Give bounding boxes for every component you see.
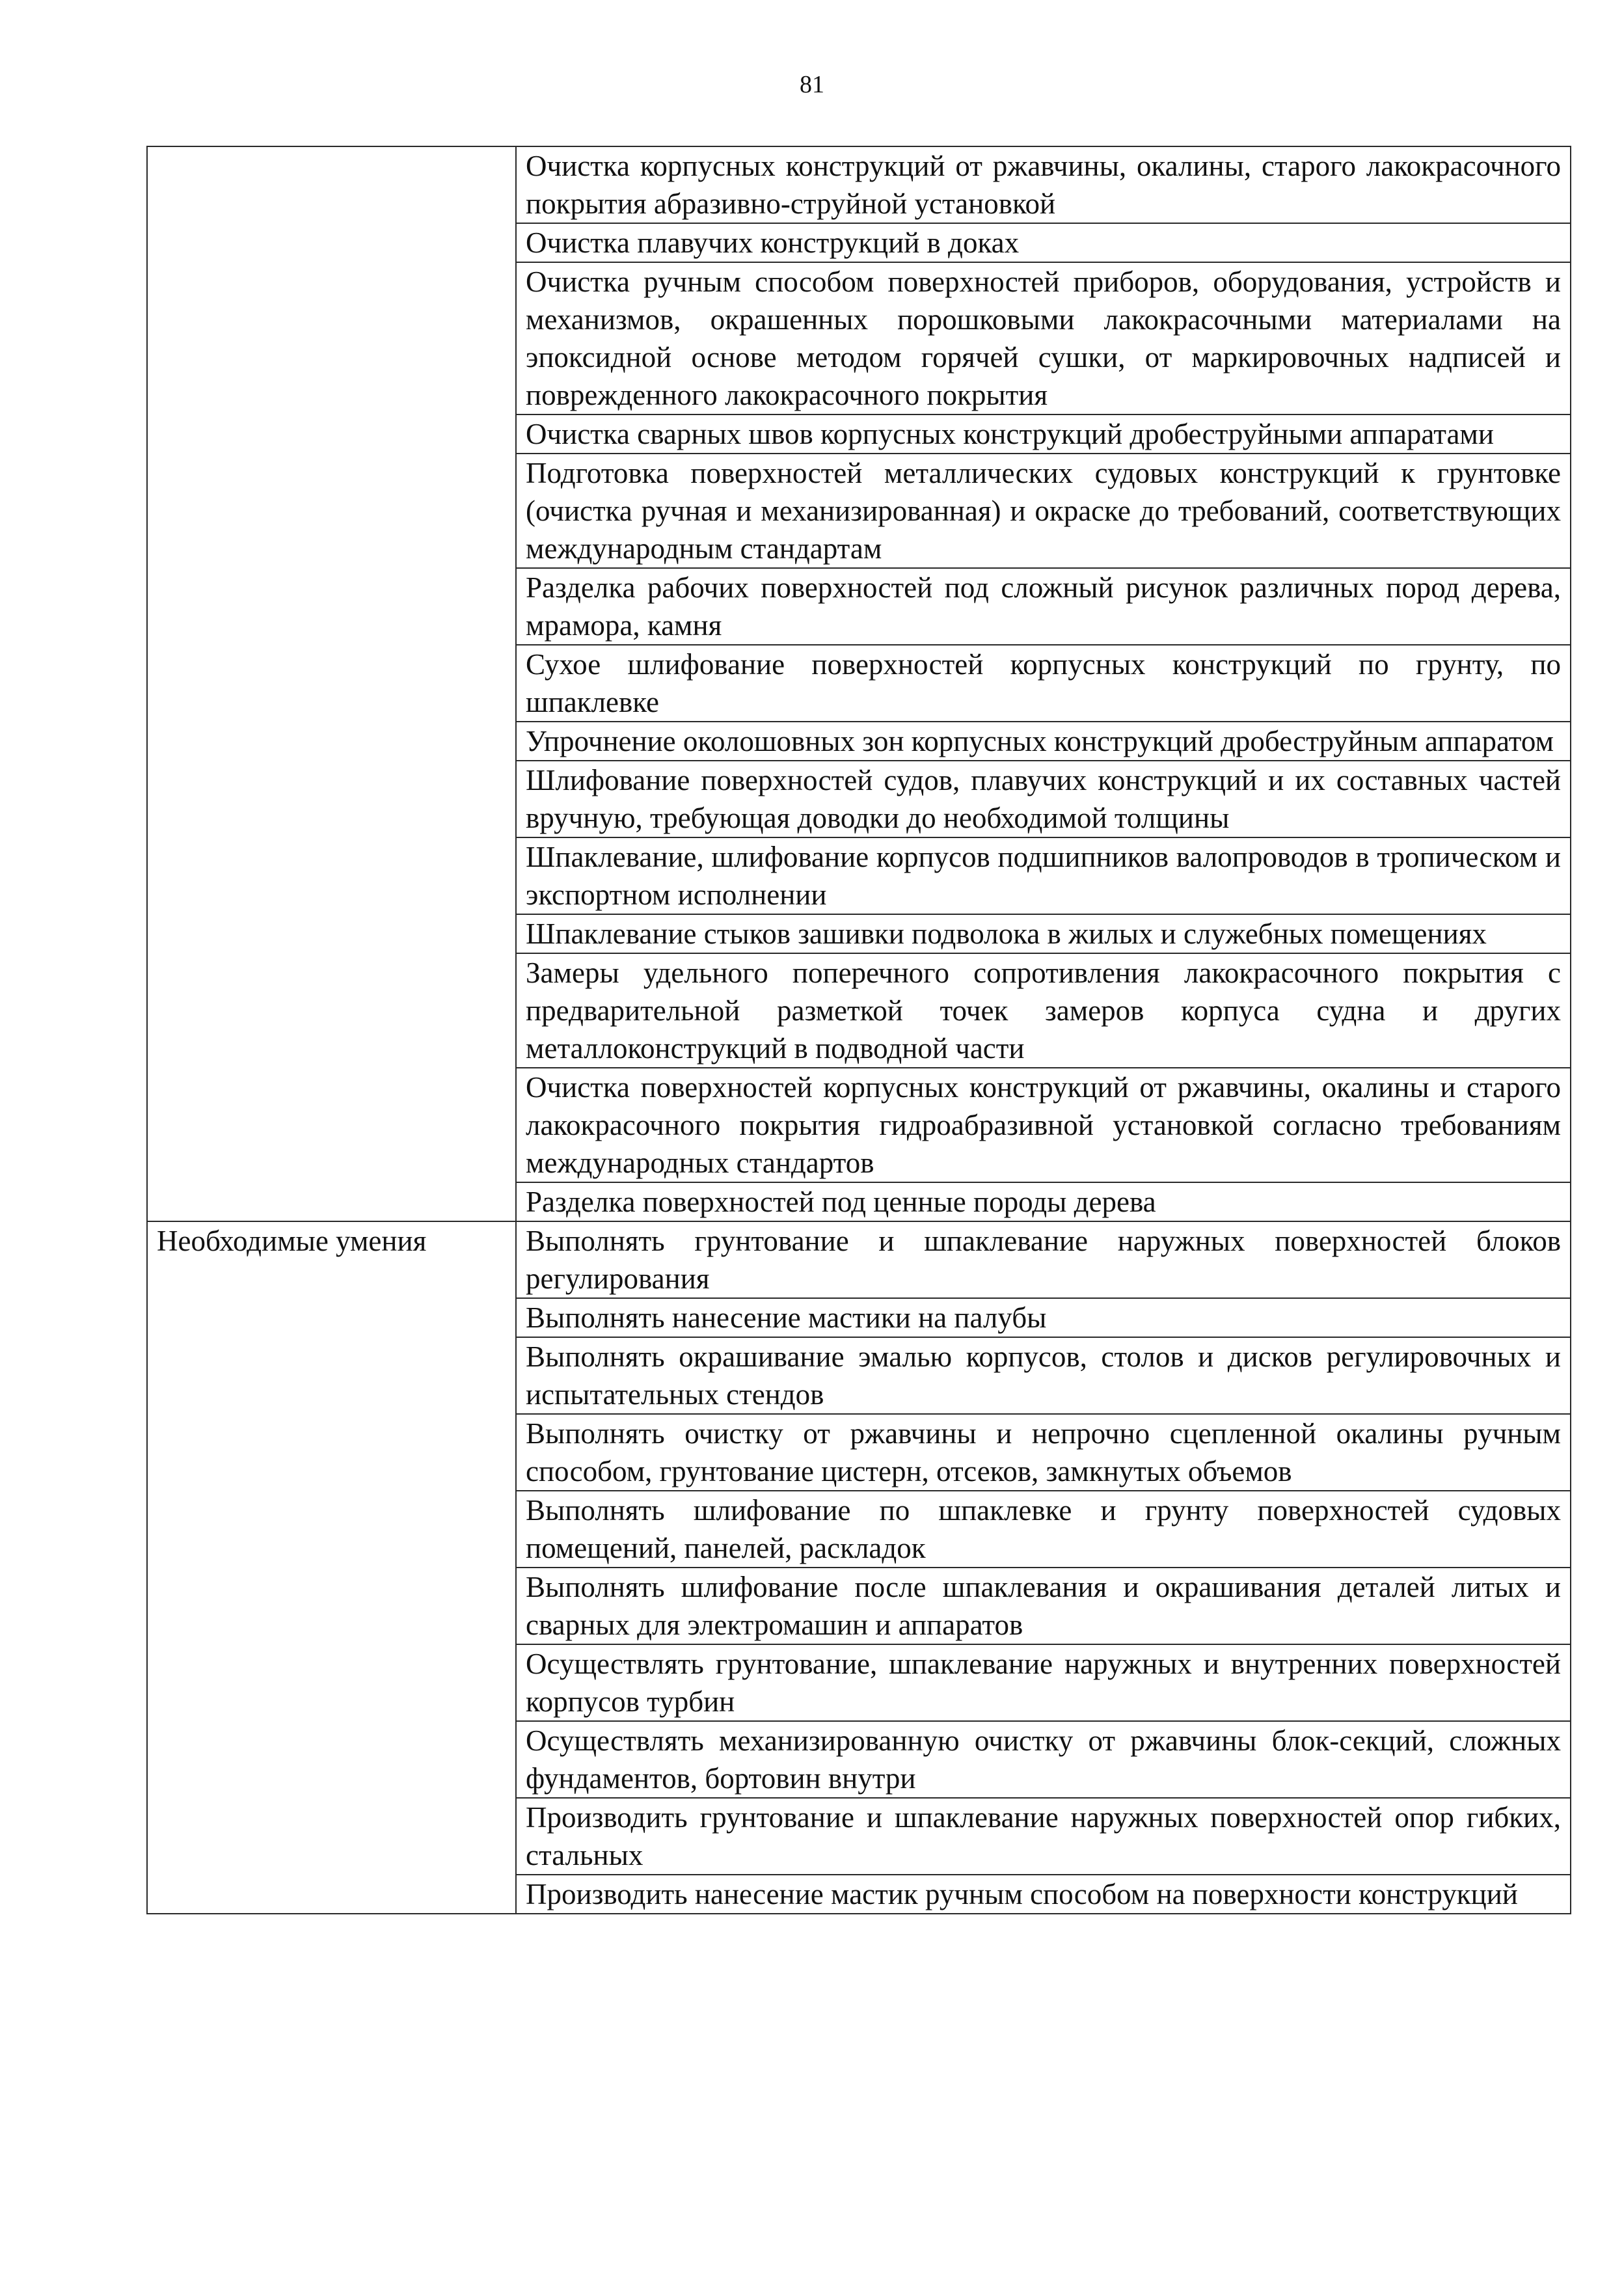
- table-cell-item: Шпаклевание стыков зашивки подволока в жилых и служебных помещениях: [516, 914, 1571, 953]
- table-cell-item: Осуществлять грунтование, шпаклевание наружных и внутренних поверхностей корпусов турбин: [516, 1644, 1571, 1721]
- table-cell-item: Осуществлять механизированную очистку от ржавчины блок-секций, сложных фундаментов, бортовин внутри: [516, 1721, 1571, 1798]
- table-cell-item: Упрочнение околошовных зон корпусных конструкций дробеструйным аппаратом: [516, 722, 1571, 761]
- table-cell-item: Производить нанесение мастик ручным способом на поверхности конструкций: [516, 1875, 1571, 1914]
- table-cell-item: Сухое шлифование поверхностей корпусных конструкций по грунту, по шпаклевке: [516, 645, 1571, 722]
- table-cell-item: Шлифование поверхностей судов, плавучих конструкций и их составных частей вручную, требующая доводки до необходимой толщины: [516, 761, 1571, 837]
- section-label-cell-empty: [147, 146, 516, 1221]
- table-cell-item: Выполнять шлифование после шпаклевания и окрашивания деталей литых и сварных для электромашин и аппаратов: [516, 1568, 1571, 1644]
- table-cell-item: Очистка ручным способом поверхностей приборов, оборудования, устройств и механизмов, окрашенных порошковыми лакокрасочными материалами на эпоксидной основе методом горячей сушки, от маркировочных надписей и поврежденного лакокрасочного покрытия: [516, 262, 1571, 414]
- table-cell-item: Подготовка поверхностей металлических судовых конструкций к грунтовке (очистка ручная и механизированная) и окраске до требований, соответствующих международным стандартам: [516, 454, 1571, 568]
- table-cell-item: Замеры удельного поперечного сопротивления лакокрасочного покрытия с предварительной разметкой точек замеров корпуса судна и других металлоконструкций в подводной части: [516, 953, 1571, 1068]
- requirements-table: [146, 146, 1571, 1914]
- page-number: 81: [800, 71, 824, 98]
- table-cell-item: Выполнять нанесение мастики на палубы: [516, 1298, 1571, 1337]
- table-cell-item: Выполнять очистку от ржавчины и непрочно сцепленной окалины ручным способом, грунтование цистерн, отсеков, замкнутых объемов: [516, 1414, 1571, 1491]
- table-cell-item: Очистка поверхностей корпусных конструкций от ржавчины, окалины и старого лакокрасочного покрытия гидроабразивной установкой согласно требованиям международных стандартов: [516, 1068, 1571, 1182]
- table-cell-item: Очистка плавучих конструкций в доках: [516, 223, 1571, 262]
- table-row: [147, 1221, 1571, 1298]
- table-body: [147, 146, 1571, 1914]
- table-cell-item: Производить грунтование и шпаклевание наружных поверхностей опор гибких, стальных: [516, 1798, 1571, 1875]
- table-cell-item: Шпаклевание, шлифование корпусов подшипников валопроводов в тропическом и экспортном исполнении: [516, 837, 1571, 914]
- table-cell-item: Очистка сварных швов корпусных конструкций дробеструйными аппаратами: [516, 414, 1571, 454]
- section-label-cell: Необходимые умения: [147, 1221, 516, 1914]
- table-cell-item: Очистка корпусных конструкций от ржавчины, окалины, старого лакокрасочного покрытия абразивно-струйной установкой: [516, 146, 1571, 223]
- table-cell-item: Выполнять окрашивание эмалью корпусов, столов и дисков регулировочных и испытательных стендов: [516, 1337, 1571, 1414]
- table-cell-item: Выполнять грунтование и шпаклевание наружных поверхностей блоков регулирования: [516, 1221, 1571, 1298]
- table-cell-item: Разделка рабочих поверхностей под сложный рисунок различных пород дерева, мрамора, камня: [516, 568, 1571, 645]
- table-cell-item: Выполнять шлифование по шпаклевке и грунту поверхностей судовых помещений, панелей, раскладок: [516, 1491, 1571, 1568]
- table-row: [147, 146, 1571, 223]
- table-cell-item: Разделка поверхностей под ценные породы дерева: [516, 1182, 1571, 1221]
